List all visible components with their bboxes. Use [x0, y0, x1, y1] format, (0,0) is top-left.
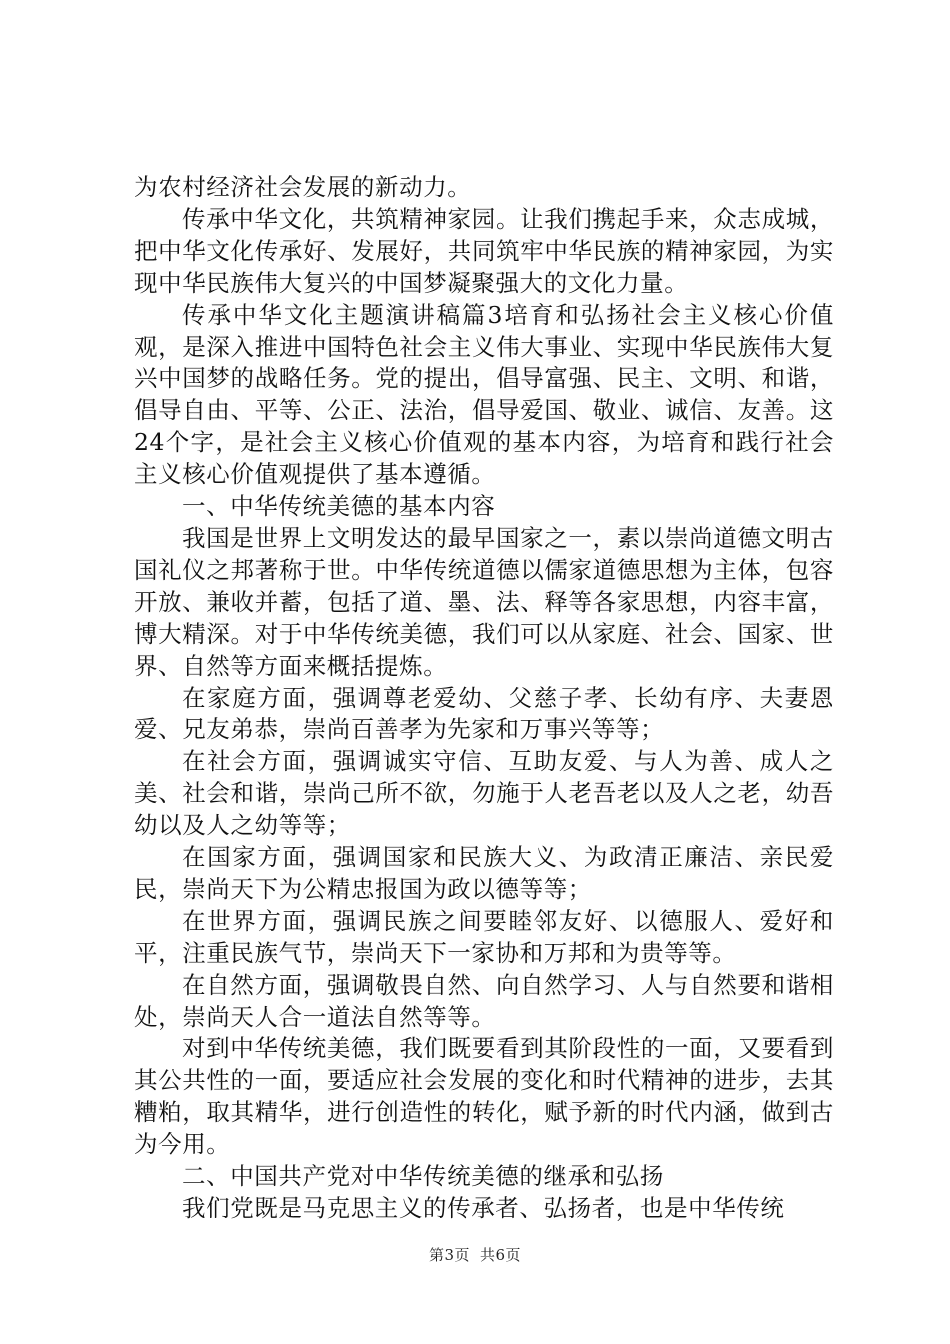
paragraph: 对到中华传统美德，我们既要看到其阶段性的一面，又要看到其公共性的一面，要适应社会发展的变化和时代精神的进步，去其糟粕，取其精华，进行创造性的转化，赋予新的时代内涵，做到古为今用。	[134, 1034, 834, 1159]
paragraph: 在世界方面，强调民族之间要睦邻友好、以德服人、爱好和平，注重民族气节，崇尚天下一家协和万邦和为贵等等。	[134, 906, 834, 967]
paragraph: 在家庭方面，强调尊老爱幼、父慈子孝、长幼有序、夫妻恩爱、兄友弟恭，崇尚百善孝为先家和万事兴等等；	[134, 683, 834, 744]
section-heading: 一、中华传统美德的基本内容	[182, 492, 496, 521]
page-footer	[0, 1244, 950, 1265]
paragraph: 我们党既是马克思主义的传承者、弘扬者，也是中华传统	[182, 1194, 785, 1222]
page-number: 第3页	[428, 1246, 470, 1264]
paragraph: 在国家方面，强调国家和民族大义、为政清正廉洁、亲民爱民，崇尚天下为公精忠报国为政以德等等；	[134, 843, 834, 903]
document-body	[134, 172, 834, 1225]
paragraph: 在自然方面，强调敬畏自然、向自然学习、人与自然要和谐相处，崇尚天人合一道法自然等等。	[134, 970, 834, 1031]
paragraph: 在社会方面，强调诚实守信、互助友爱、与人为善、成人之美、社会和谐，崇尚己所不欲，勿施于人老吾老以及人之老，幼吾幼以及人之幼等等；	[134, 747, 834, 840]
section-heading: 二、中国共产党对中华传统美德的继承和弘扬	[182, 1162, 664, 1191]
page-total: 共6页	[480, 1246, 522, 1264]
paragraph: 为农村经济社会发展的新动力。	[134, 173, 472, 201]
paragraph: 传承中华文化主题演讲稿篇3培育和弘扬社会主义核心价值观，是深入推进中国特色社会主义伟大事业、实现中华民族伟大复兴中国梦的战略任务。党的提出，倡导富强、民主、文明、和谐，倡导自由、平等、公正、法治，倡导爱国、敬业、诚信、友善。这24个字，是社会主义核心价值观的基本内容，为培育和践行社会主义核心价值观提供了基本遵循。	[134, 300, 834, 489]
paragraph: 传承中华文化，共筑精神家园。让我们携起手来，众志成城，把中华文化传承好、发展好，共同筑牢中华民族的精神家园，为实现中华民族伟大复兴的中国梦凝聚强大的文化力量。	[134, 204, 834, 297]
paragraph: 我国是世界上文明发达的最早国家之一，素以崇尚道德文明古国礼仪之邦著称于世。中华传统道德以儒家道德思想为主体，包容开放、兼收并蓄，包括了道、墨、法、释等各家思想，内容丰富，博大精深。对于中华传统美德，我们可以从家庭、社会、国家、世界、自然等方面来概括提炼。	[134, 523, 834, 680]
